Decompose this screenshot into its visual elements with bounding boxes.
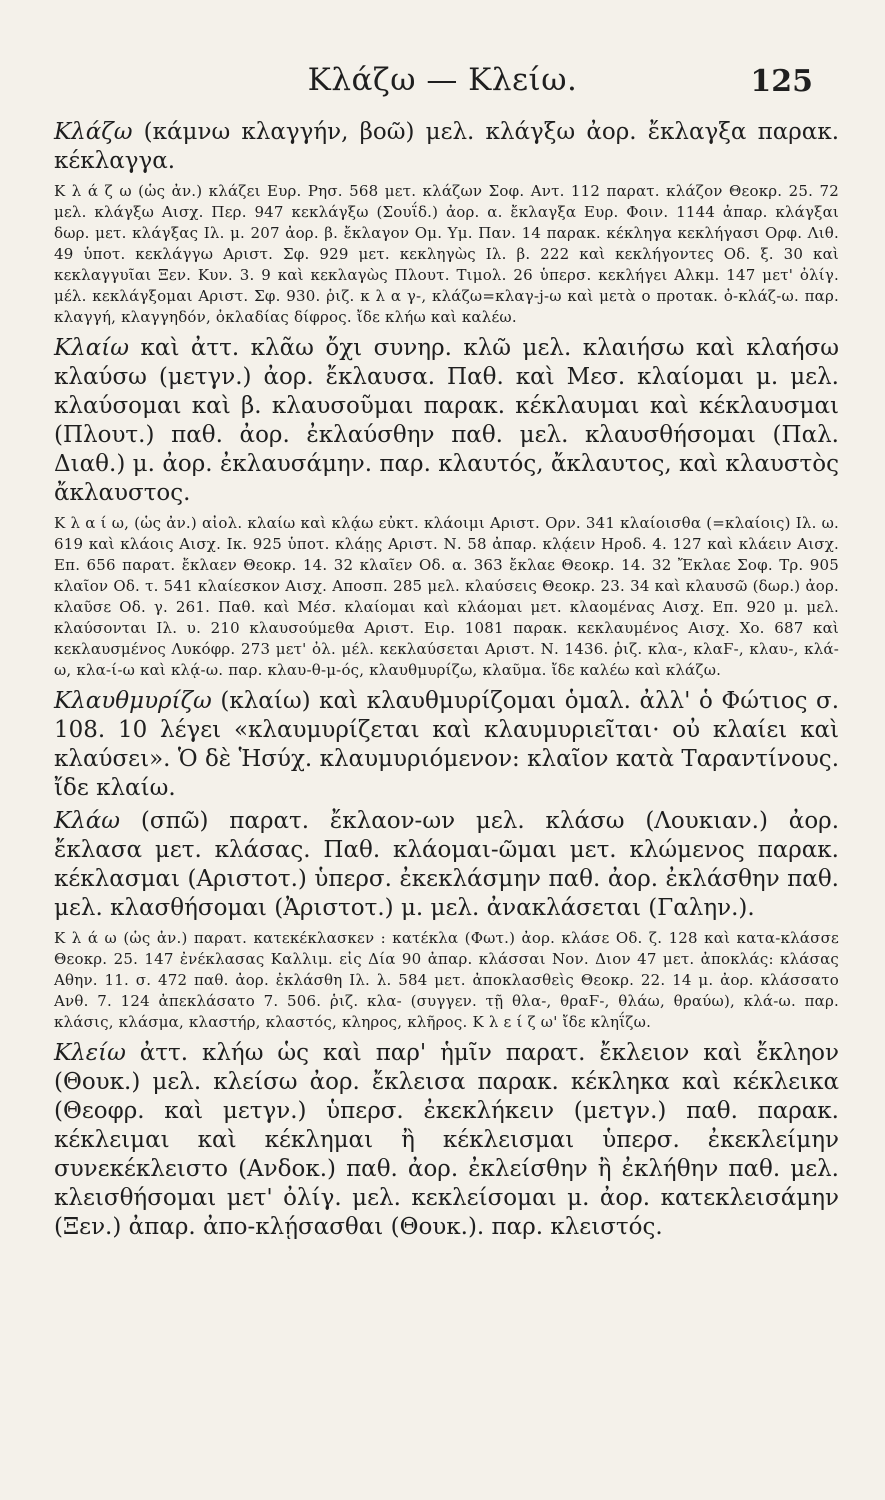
headword: Κλάω: [54, 808, 121, 834]
page-number: 125: [750, 64, 813, 99]
page-header: [0, 62, 885, 106]
entry-note: Κ λ ά ω (ὡς ἀν.) παρατ. κατεκέκλασκεν : κατέκλα (Φωτ.) ἀορ. κλάσε Οδ. ζ. 128 καὶ κατα-κλάσσε Θεοκρ. 25. 147 ἐνέκλασας Καλλιμ. εἰς Δία 90 ἀπαρ. κλάσσαι Νον. Διον 47 μετ. ἀποκλάς: κλάσας Αθην. 11. σ. 472 παθ. ἀορ. ἐκλάσθη Ιλ. λ. 584 μετ. ἀποκλασθεὶς Θεοκρ. 22. 14 μ. ἀορ. κλάσσατο Ανθ. 7. 124 ἀπεκλάσατο 7. 506. ῥιζ. κλα- (συγγεν. τῇ θλα-, θραϜ-, θλάω, θραύω), κλά-ω. παρ. κλάσις, κλάσμα, κλαστήρ, κλαστός, κληρος, κλῆρος. Κ λ ε ί ζ ω' ἴδε κληΐζω.: [54, 929, 839, 1031]
entry-main-text: [54, 334, 839, 508]
entry-kleio: [54, 1039, 839, 1242]
entry-klao: [54, 807, 839, 1033]
running-title: Κλάζω — Κλείω.: [307, 62, 578, 98]
entry-definition: (σπῶ) παρατ. ἔκλαον-ων μελ. κλάσω (Λουκιαν.) ἀορ. ἔκλασα μετ. κλάσας. Παθ. κλάομαι-ῶμαι μετ. κλώμενος παρακ. κέκλασμαι (Αριστοτ.) ὑπερσ. ἐκεκλάσμην παθ. ἀορ. ἐκλάσθην παθ. μελ. κλασθήσομαι (Ἀριστοτ.) μ. μελ. ἀνακλάσεται (Γαλην.).: [54, 808, 840, 921]
headword: Κλείω: [54, 1040, 126, 1066]
headword: Κλάζω: [54, 119, 133, 145]
entry-note: Κ λ ά ζ ω (ὡς ἀν.) κλάζει Ευρ. Ρησ. 568 μετ. κλάζων Σοφ. Αντ. 112 παρατ. κλάζον Θεοκρ. 25. 72 μελ. κλάγξω Αισχ. Περ. 947 κεκλάγξω (Σουΐδ.) ἀορ. α. ἔκλαγξα Ευρ. Φοιν. 1144 ἀπαρ. κλάγξαι δωρ. μετ. κλάγξας Ιλ. μ. 207 ἀορ. β. ἔκλαγον Ομ. Υμ. Παν. 14 παρακ. κέκληγα κεκλήγασι Ορφ. Λιθ. 49 ὑποτ. κεκλάγγω Αριστ. Σφ. 929 μετ. κεκληγὼς Ιλ. β. 222 καὶ κεκλήγοντες Οδ. ξ. 30 καὶ κεκλαγγυῖαι Ξεν. Κυν. 3. 9 καὶ κεκλαγὼς Πλουτ. Τιμολ. 26 ὑπερσ. κεκλήγει Αλκμ. 147 μετ' ὀλίγ. μέλ. κεκλάγξομαι Αριστ. Σφ. 930. ῥιζ. κ λ α γ-, κλάζω=κλαγ-j-ω καὶ μετὰ ο προτακ. ὀ-κλάζ-ω. παρ. κλαγγή, κλαγγηδόν, ὀκλαδίας δίφρος. ἴδε κλήω καὶ καλέω.: [54, 182, 839, 326]
dictionary-content: [54, 118, 839, 1246]
entry-klaio: [54, 334, 839, 681]
entry-main-text: [54, 118, 839, 176]
headword: Κλαίω: [54, 335, 130, 361]
entry-definition: (κλαίω) καὶ κλαυθμυρίζομαι ὁμαλ. ἀλλ' ὁ Φώτιος σ. 108. 10 λέγει «κλαυμυρίζεται καὶ κλαυμυριεῖται· οὐ κλαίει καὶ κλαύσει». Ὁ δὲ Ἡσύχ. κλαυμυριόμενον: κλαῖον κατὰ Ταραντίνους. ἴδε κλαίω.: [54, 688, 840, 801]
entry-definition: ἀττ. κλήω ὡς καὶ παρ' ἡμῖν παρατ. ἔκλειον καὶ ἔκληον (Θουκ.) μελ. κλείσω ἀορ. ἔκλεισα παρακ. κέκληκα καὶ κέκλεικα (Θεοφρ. καὶ μετγν.) ὑπερσ. ἐκεκλήκειν (μετγν.) παθ. παρακ. κέκλειμαι καὶ κέκλημαι ἢ κέκλεισμαι ὑπερσ. ἐκεκλείμην συνεκέκλειστο (Ανδοκ.) παθ. ἀορ. ἐκλείσθην ἢ ἐκλήθην παθ. μελ. κλεισθήσομαι μετ' ὀλίγ. μελ. κεκλείσομαι μ. ἀορ. κατεκλεισάμην (Ξεν.) ἀπαρ. ἀπο-κλῄσασθαι (Θουκ.). παρ. κλειστός.: [54, 1040, 840, 1240]
headword: Κλαυθμυρίζω: [54, 688, 212, 714]
entry-main-text: [54, 807, 839, 923]
entry-main-text: [54, 1039, 839, 1242]
entry-main-text: [54, 687, 839, 803]
entry-klauthmyrizo: [54, 687, 839, 803]
entry-definition: (κάμνω κλαγγήν, βοῶ) μελ. κλάγξω ἀορ. ἔκλαγξα παρακ. κέκλαγγα.: [54, 119, 840, 174]
entry-definition: καὶ ἀττ. κλᾶω ὄχι συνηρ. κλῶ μελ. κλαιήσω καὶ κλαήσω κλαύσω (μετγν.) ἀορ. ἔκλαυσα. Παθ. καὶ Μεσ. κλαίομαι μ. μελ. κλαύσομαι καὶ β. κλαυσοῦμαι παρακ. κέκλαυμαι καὶ κέκλαυσμαι (Πλουτ.) παθ. ἀορ. ἐκλαύσθην παθ. μελ. κλαυσθήσομαι (Παλ. Διαθ.) μ. ἀορ. ἐκλαυσάμην. παρ. κλαυτός, ἄκλαυτος, καὶ κλαυστὸς ἄκλαυστος.: [54, 335, 840, 506]
entry-klazo: [54, 118, 839, 328]
entry-note: Κ λ α ί ω, (ὡς ἀν.) αἰολ. κλαίω καὶ κλᾴω εὐκτ. κλάοιμι Αριστ. Ορν. 341 κλαίοισθα (=κλαίοις) Ιλ. ω. 619 καὶ κλάοις Αισχ. Ικ. 925 ὑποτ. κλάῃς Αριστ. Ν. 58 ἀπαρ. κλᾴειν Ηροδ. 4. 127 καὶ κλάειν Αισχ. Επ. 656 παρατ. ἔκλαεν Θεοκρ. 14. 32 κλαῖεν Οδ. α. 363 ἔκλαε Θεοκρ. 14. 32 Ἔκλαε Σοφ. Τρ. 905 κλαῖον Οδ. τ. 541 κλαίεσκον Αισχ. Αποσπ. 285 μελ. κλαύσεις Θεοκρ. 23. 34 καὶ κλαυσῶ (δωρ.) ἀορ. κλαῦσε Οδ. γ. 261. Παθ. καὶ Μέσ. κλαίομαι καὶ κλάομαι μετ. κλαομένας Αισχ. Επ. 920 μ. μελ. κλαύσονται Ιλ. υ. 210 κλαυσούμεθα Αριστ. Ειρ. 1081 παρακ. κεκλαυμένος Αισχ. Χο. 687 καὶ κεκλαυσμένος Λυκόφρ. 273 μετ' ὀλ. μέλ. κεκλαύσεται Αριστ. Ν. 1436. ῥιζ. κλα-, κλαϜ-, κλαυ-, κλά-ω, κλα-ί-ω καὶ κλᾴ-ω. παρ. κλαυ-θ-μ-ός, κλαυθμυρίζω, κλαῦμα. ἴδε καλέω καὶ κλάζω.: [54, 514, 839, 679]
